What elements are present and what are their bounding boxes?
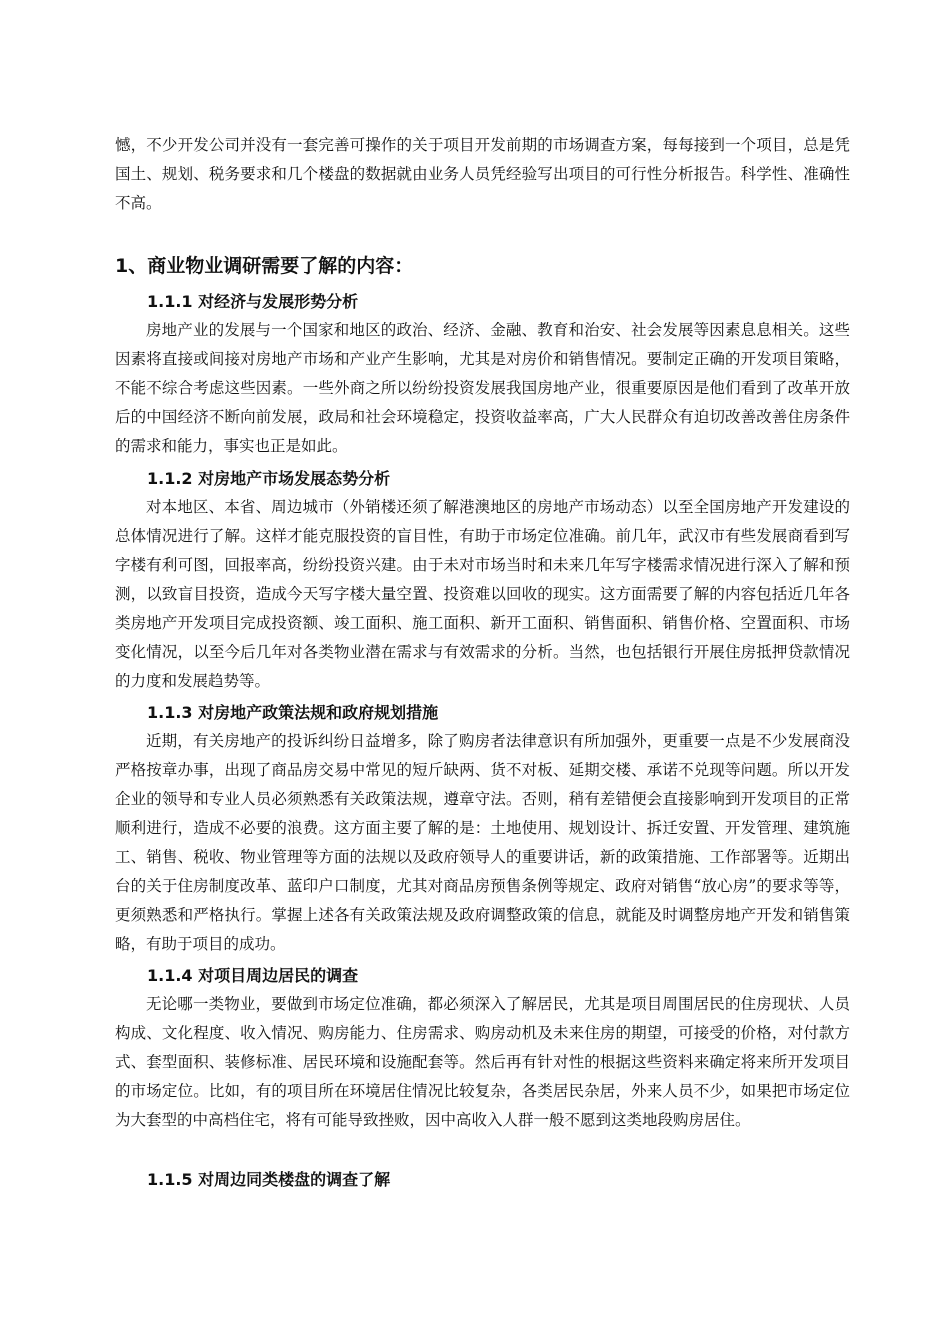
subsection-heading-1: 1.1.1 对经济与发展形势分析 [147,292,359,311]
intro-paragraph: 憾，不少开发公司并没有一套完善可操作的关于项目开发前期的市场调查方案，每每接到一个项目，总是凭国土、规划、税务要求和几个楼盘的数据就由业务人员凭经验写出项目的可行性分析报告。科学性、准确性不高。 [115,136,850,212]
subsection-body-4: 无论哪一类物业，要做到市场定位准确，都必须深入了解居民，尤其是项目周围居民的住房现状、人员构成、文化程度、收入情况、购房能力、住房需求、购房动机及未来住房的期望，可接受的价格，对付款方式、套型面积、装修标准、居民环境和设施配套等。然后再有针对性的根据这些资料来确定将来所开发项目的市场定位。比如，有的项目所在环境居住情况比较复杂，各类居民杂居，外来人员不少，如果把市场定位为大套型的中高档住宅，将有可能导致挫败，因中高收入人群一般不愿到这类地段购房居住。 [115,995,850,1129]
subsection-heading-2: 1.1.2 对房地产市场发展态势分析 [147,469,391,488]
subsection-body-3: 近期，有关房地产的投诉纠纷日益增多，除了购房者法律意识有所加强外，更重要一点是不少发展商没严格按章办事，出现了商品房交易中常见的短斤缺两、货不对板、延期交楼、承诺不兑现等问题。所以开发企业的领导和专业人员必须熟悉有关政策法规，遵章守法。否则，稍有差错便会直接影响到开发项目的正常顺利进行，造成不必要的浪费。这方面主要了解的是：土地使用、规划设计、拆迁安置、开发管理、建筑施工、销售、税收、物业管理等方面的法规以及政府领导人的重要讲话，新的政策措施、工作部署等。近期出台的关于住房制度改革、蓝印户口制度，尤其对商品房预售条例等规定、政府对销售“放心房”的要求等等，更须熟悉和严格执行。掌握上述各有关政策法规及政府调整政策的信息，就能及时调整房地产开发和销售策略，有助于项目的成功。 [115,732,850,953]
section-title: 1、商业物业调研需要了解的内容： [115,255,414,277]
subsection-heading-5: 1.1.5 对周边同类楼盘的调查了解 [147,1170,391,1189]
subsection-body-2: 对本地区、本省、周边城市（外销楼还须了解港澳地区的房地产市场动态）以至全国房地产开发建设的总体情况进行了解。这样才能克服投资的盲目性，有助于市场定位准确。前几年，武汉市有些发展商看到写字楼有利可图，回报率高，纷纷投资兴建。由于未对市场当时和未来几年写字楼需求情况进行深入了解和预测，以致盲目投资，造成今天写字楼大量空置、投资难以回收的现实。这方面需要了解的内容包括近几年各类房地产开发项目完成投资额、竣工面积、施工面积、新开工面积、销售面积、销售价格、空置面积、市场变化情况，以至今后几年对各类物业潜在需求与有效需求的分析。当然，也包括银行开展住房抵押贷款情况的力度和发展趋势等。 [115,498,850,690]
subsection-heading-3: 1.1.3 对房地产政策法规和政府规划措施 [147,703,439,722]
subsection-heading-4: 1.1.4 对项目周边居民的调查 [147,966,359,985]
subsection-body-1: 房地产业的发展与一个国家和地区的政治、经济、金融、教育和治安、社会发展等因素息息相关。这些因素将直接或间接对房地产市场和产业产生影响，尤其是对房价和销售情况。要制定正确的开发项目策略，不能不综合考虑这些因素。一些外商之所以纷纷投资发展我国房地产业，很重要原因是他们看到了改革开放后的中国经济不断向前发展，政局和社会环境稳定，投资收益率高，广大人民群众有迫切改善改善住房条件的需求和能力，事实也正是如此。 [115,321,850,455]
